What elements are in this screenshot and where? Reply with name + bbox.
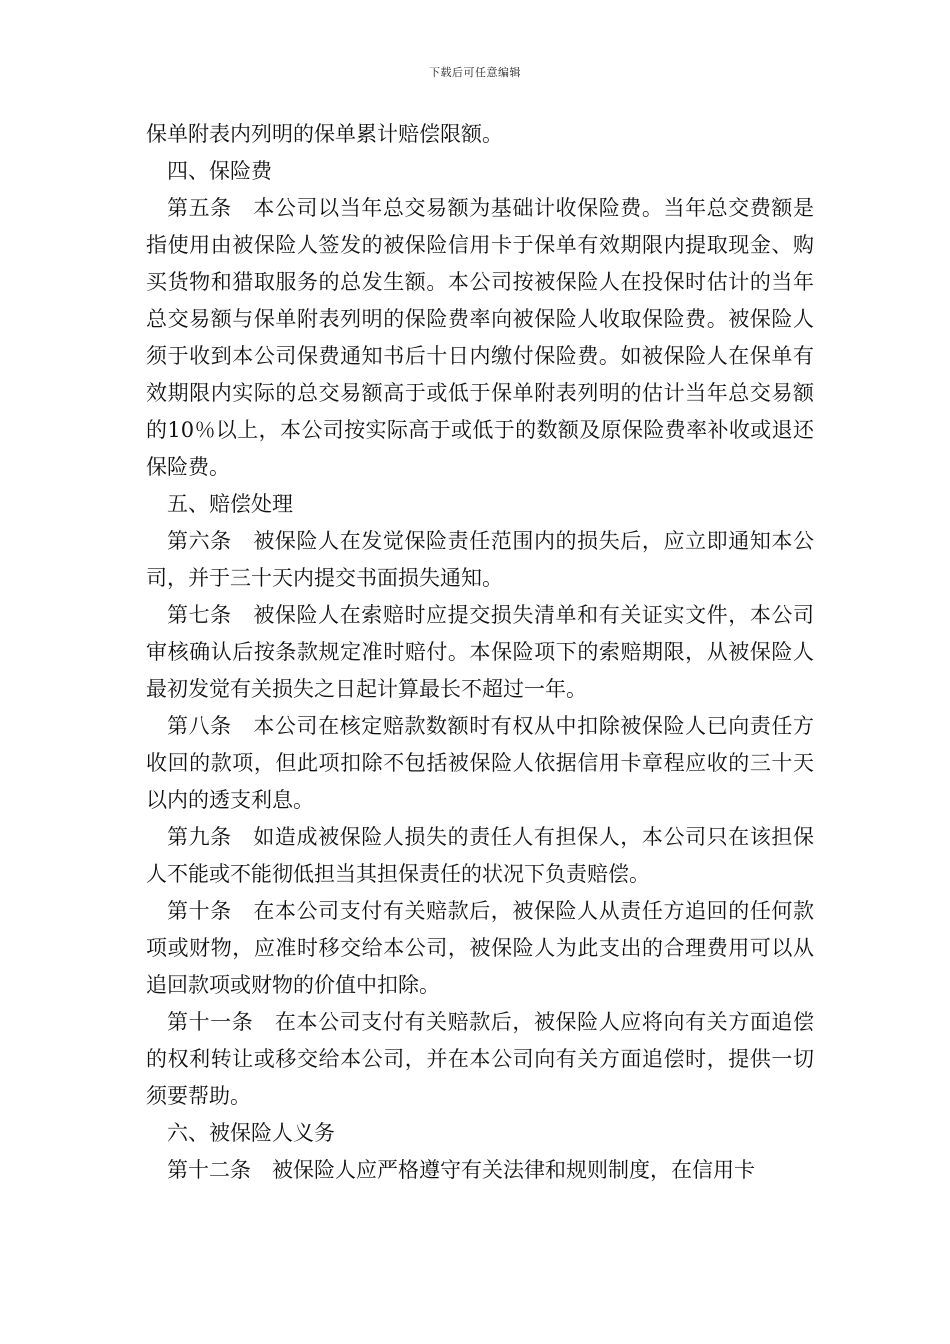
- section-heading-obligations: 六、被保险人义务: [167, 1121, 335, 1145]
- article-10: 第十条 在本公司支付有关赔款后，被保险人从责任方追回的任何款项或财物，应准时移交给本公司，被保险人为此支出的合理费用可以从追回款项或财物的价值中扣除。: [146, 899, 814, 997]
- page-header-note: 下载后可任意编辑: [429, 66, 521, 79]
- article-6: 第六条 被保险人在发觉保险责任范围内的损失后，应立即通知本公司，并于三十天内提交书面损失通知。: [146, 529, 814, 590]
- section-heading-premium: 四、保险费: [167, 159, 272, 183]
- article-12: 第十二条 被保险人应严格遵守有关法律和规则制度，在信用卡: [167, 1158, 755, 1182]
- article-7: 第七条 被保险人在索赔时应提交损失清单和有关证实文件，本公司审核确认后按条款规定准时赔付。本保险项下的索赔期限，从被保险人最初发觉有关损失之日起计算最长不超过一年。: [146, 603, 814, 701]
- article-9: 第九条 如造成被保险人损失的责任人有担保人，本公司只在该担保人不能或不能彻低担当其担保责任的状况下负责赔偿。: [146, 825, 814, 886]
- document-body: [146, 116, 814, 1189]
- article-5: 第五条 本公司以当年总交易额为基础计收保险费。当年总交费额是指使用由被保险人签发的被保险信用卡于保单有效期限内提取现金、购买货物和猎取服务的总发生额。本公司按被保险人在投保时估计的当年总交易额与保单附表列明的保险费率向被保险人收取保险费。被保险人须于收到本公司保费通知书后十日内缴付保险费。如被保险人在保单有效期限内实际的总交易额高于或低于保单附表列明的估计当年总交易额的10％以上，本公司按实际高于或低于的数额及原保险费率补收或退还保险费。: [146, 196, 814, 479]
- paragraph-continuation: 保单附表内列明的保单累计赔偿限额。: [146, 122, 503, 146]
- article-11: 第十一条 在本公司支付有关赔款后，被保险人应将向有关方面追偿的权利转让或移交给本公司，并在本公司向有关方面追偿时，提供一切须要帮助。: [146, 1010, 814, 1108]
- article-8: 第八条 本公司在核定赔款数额时有权从中扣除被保险人已向责任方收回的款项，但此项扣除不包括被保险人依据信用卡章程应收的三十天以内的透支利息。: [146, 714, 814, 812]
- section-heading-claims: 五、赔偿处理: [167, 492, 293, 516]
